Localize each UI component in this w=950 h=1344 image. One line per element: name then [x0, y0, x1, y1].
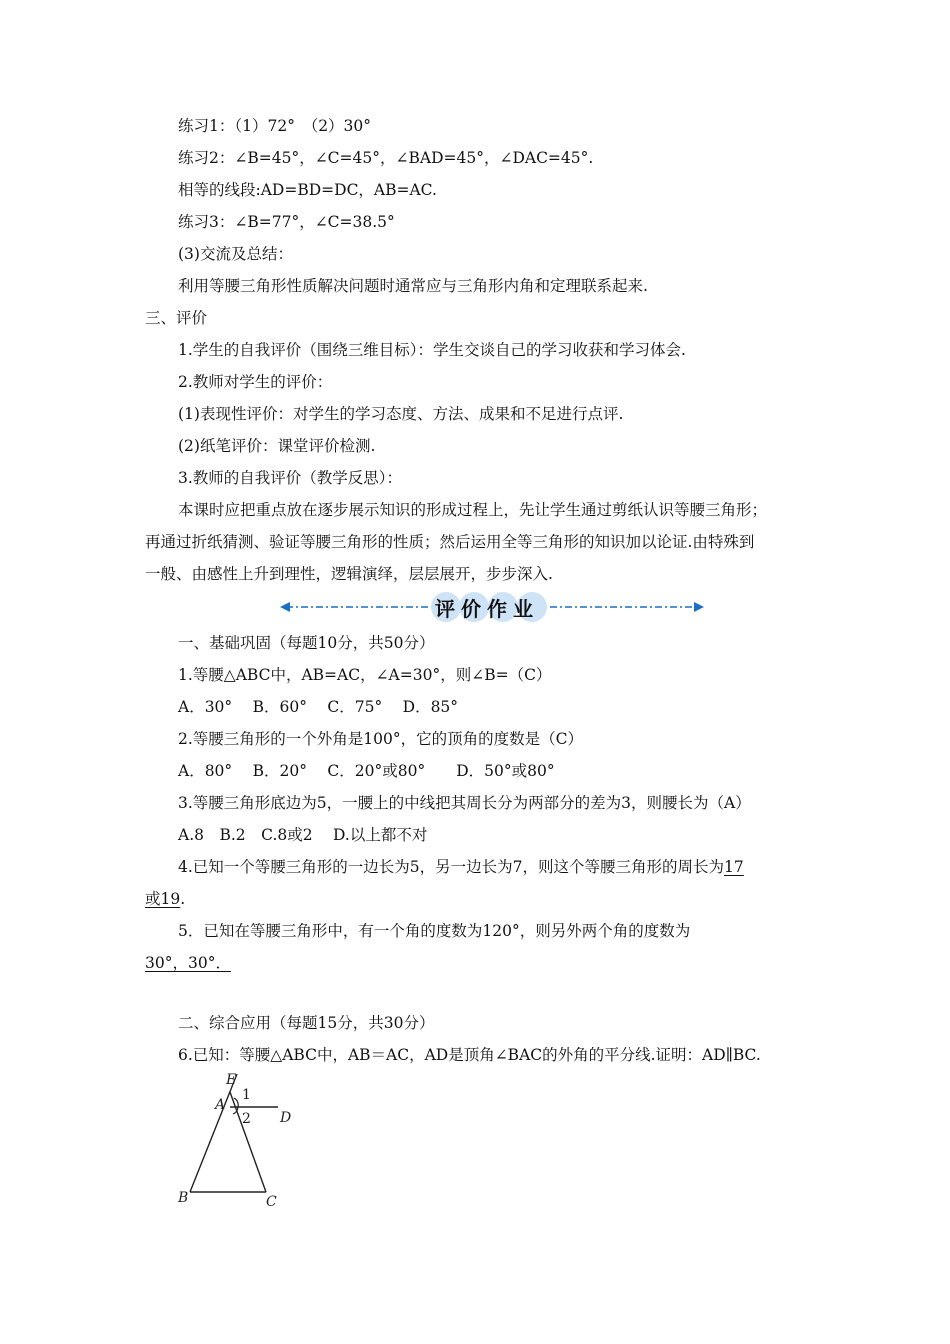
question-3: 3.等腰三角形底边为5，一腰上的中线把其周长分为两部分的差为3，则腰长为（A）	[178, 794, 751, 812]
right-arrow-icon	[694, 602, 704, 612]
exercise-3-answer: 练习3：∠B=77°，∠C=38.5°	[178, 213, 395, 231]
question-4	[178, 857, 744, 877]
summary-text: 利用等腰三角形性质解决问题时通常应与三角形内角和定理联系起来.	[178, 277, 648, 295]
evaluation-heading: 三、评价	[145, 309, 208, 327]
question-2-options: A．80° B．20° C．20°或80° D．50°或80°	[178, 762, 555, 780]
question-1-options: A．30° B．60° C．75° D．85°	[178, 698, 459, 716]
banner-title: 评价作业	[435, 597, 539, 621]
triangle-figure	[170, 1068, 300, 1208]
question-5: 5．已知在等腰三角形中，有一个角的度数为120°，则另外两个角的度数为	[178, 922, 691, 940]
reflection-paragraph-line-1: 本课时应把重点放在逐步展示知识的形成过程上，先让学生通过剪纸认识等腰三角形；	[178, 501, 768, 519]
question-4-answer-part-2: 或19	[145, 890, 181, 908]
question-4-answer-part-1: 17	[724, 858, 744, 876]
label-C: C	[266, 1194, 277, 1208]
label-B: B	[178, 1190, 189, 1206]
teacher-reflection-heading: 3.教师的自我评价（教学反思）：	[178, 469, 403, 487]
homework-section-banner	[278, 590, 708, 624]
exercise-1-answer: 练习1：（1）72° （2）30°	[178, 117, 372, 135]
label-A: A	[215, 1097, 226, 1113]
question-1: 1.等腰△ABC中，AB=AC，∠A=30°，则∠B=（C）	[178, 666, 552, 684]
application-section-heading: 二、综合应用（每题15分，共30分）	[178, 1014, 435, 1032]
question-4-text: 4.已知一个等腰三角形的一边长为5，另一边长为7，则这个等腰三角形的周长为	[178, 858, 725, 876]
question-3-options: A.8 B.2 C.8或2 D.以上都不对	[178, 826, 428, 844]
performance-evaluation-text: (1)表现性评价：对学生的学习态度、方法、成果和不足进行点评.	[178, 405, 624, 423]
exercise-2-answer: 练习2：∠B=45°，∠C=45°，∠BAD=45°，∠DAC=45°.	[178, 149, 594, 167]
label-E: E	[226, 1072, 237, 1088]
label-angle-2: 2	[242, 1111, 251, 1127]
written-evaluation-text: (2)纸笔评价：课堂评价检测.	[178, 437, 376, 455]
question-2: 2.等腰三角形的一个外角是100°，它的顶角的度数是（C）	[178, 730, 583, 748]
label-D: D	[280, 1110, 292, 1126]
label-angle-1: 1	[242, 1087, 251, 1103]
summary-heading: (3)交流及总结：	[178, 245, 293, 263]
teacher-evaluation-heading: 2.教师对学生的评价：	[178, 373, 333, 391]
question-6: 6.已知：等腰△ABC中，AB＝AC，AD是顶角∠BAC的外角的平分线.证明：AD∥BC.	[178, 1046, 761, 1064]
question-5-answer: 30°，30°．	[145, 954, 231, 972]
reflection-paragraph-line-3: 一般、由感性上升到理性，逻辑演绎，层层展开，步步深入.	[145, 565, 553, 583]
reflection-paragraph-line-2: 再通过折纸猜测、验证等腰三角形的性质；然后运用全等三角形的知识加以论证.由特殊到	[145, 533, 755, 551]
equal-segments-text: 相等的线段:AD=BD=DC，AB=AC.	[178, 181, 437, 199]
line-E-B	[190, 1074, 237, 1192]
question-5-answer-line	[145, 953, 231, 973]
question-4-answer-part-2-line: 或19.	[145, 890, 186, 908]
basic-section-heading: 一、基础巩固（每题10分，共50分）	[178, 634, 435, 652]
self-evaluation-text: 1.学生的自我评价（围绕三维目标）：学生交谈自己的学习收获和学习体会.	[178, 341, 686, 359]
left-arrow-icon	[280, 602, 290, 612]
